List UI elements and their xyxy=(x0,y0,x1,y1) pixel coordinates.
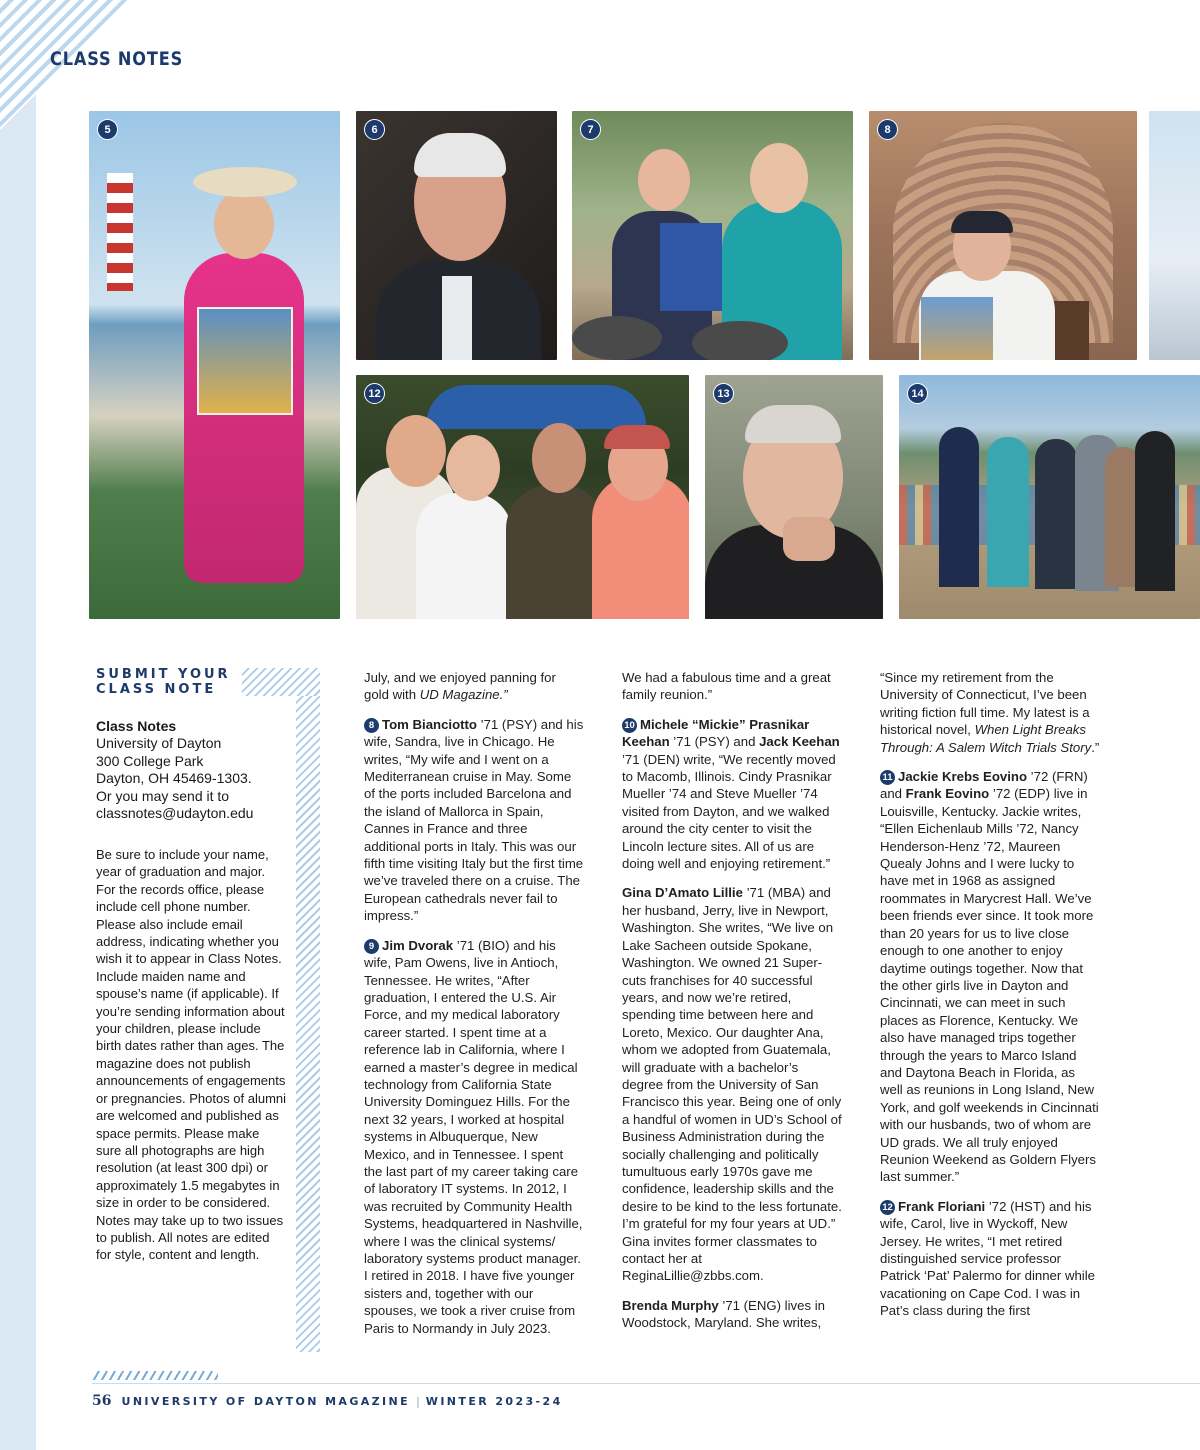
person-left-head xyxy=(638,149,690,211)
person-2-top xyxy=(416,493,512,619)
gold-pan-left xyxy=(572,316,662,360)
note-murphy: Brenda Murphy ’71 (ENG) lives in Woodstock, Maryland. She writes, xyxy=(622,1297,825,1331)
footer-separator: | xyxy=(416,1395,420,1408)
photo-badge: 14 xyxy=(907,383,928,404)
footer-hatch-decoration xyxy=(92,1371,218,1380)
issue-label: WINTER 2023-24 xyxy=(425,1395,563,1408)
magazine-name: UNIVERSITY OF DAYTON MAGAZINE xyxy=(121,1395,411,1408)
column-2 xyxy=(364,669,584,1349)
hand-on-chin xyxy=(783,517,835,561)
person-right-head xyxy=(750,143,808,213)
note-paragraph: “Since my retirement from the University of Connecticut, I’ve been writing fiction full time. My latest is a historical novel, When Light Breaks Through: A Salem Witch Trials Story.” xyxy=(880,670,1100,755)
column-3 xyxy=(622,669,842,1344)
page-footer xyxy=(92,1393,563,1411)
photo-partial-right xyxy=(1149,111,1200,360)
gray-hair xyxy=(745,405,841,443)
address-line: University of Dayton xyxy=(96,735,222,752)
photo-badge: 8 xyxy=(877,119,898,140)
address-line: 300 College Park xyxy=(96,752,204,769)
submit-heading xyxy=(96,667,231,697)
note-number-badge: 12 xyxy=(880,1200,895,1215)
submit-heading-line2: CLASS NOTE xyxy=(96,682,217,697)
person-1 xyxy=(939,427,979,587)
person-1-head xyxy=(386,415,446,487)
note-eovino: 11 Jackie Krebs Eovino ’72 (FRN) and Frank Eovino ’72 (EDP) live in Louisville, Kentucky. Jackie writes, “Ellen Eichenlaub Mills ’72, Nancy Henderson-Henz ’72, Maureen Quealy Johns and I were lucky to have met in 1968 as assigned roommates in Marycrest Hall. We’ve been friends ever since. It took more than 20 years for us to live close enough to one another to enjoy daytime outings together. Now that the other girls live in Dayton and Cincinnati, we can meet in such places as Florence, Kentucky. We also have managed trips together through the years to Marco Island and Daytona Beach in Florida, as well as reunions in Long Island, New York, and golf weekends in Cincinnati with our husbands, two of whom are UD grads. We all truly enjoyed Reunion Weekend as Goldern Flyers last summer.” xyxy=(880,769,1099,1185)
left-margin-strip xyxy=(0,0,36,1450)
photo-badge: 13 xyxy=(713,383,734,404)
address-title: Class Notes xyxy=(96,718,177,734)
photo-badge: 6 xyxy=(364,119,385,140)
section-title: CLASS NOTES xyxy=(50,48,184,70)
note-paragraph: We had a fabulous time and a great family reunion.” xyxy=(622,670,831,703)
magazine-cover xyxy=(921,297,993,360)
photo-badge: 12 xyxy=(364,383,385,404)
note-dvorak: 9 Jim Dvorak ’71 (BIO) and his wife, Pam Owens, live in Antioch, Tennessee. He writes, “After graduation, I entered the U.S. Air Force, and my medical laboratory career started. I spent time at a reference lab in California, where I earned a master’s degree in medical technology from California State University Dominguez Hills. For the next 32 years, I worked at hospital systems in Albuquerque, New Mexico, and in Tennessee. I spent the last part of my career taking care of laboratory IT systems. In 2012, I was recruited by Community Health Systems, headquartered in Nashville, where I was the clinical systems/ laboratory systems product manager. I retired in 2018. I have five younger sisters and, together with our spouses, we took a river cruise from Paris to Normandy in July 2023. xyxy=(364,937,583,1336)
person-3-head xyxy=(532,423,586,493)
footer-rule xyxy=(92,1383,1200,1384)
person-3-top xyxy=(506,485,606,619)
gray-hair xyxy=(414,133,506,177)
page-number: 56 xyxy=(92,1393,112,1409)
photo-badge: 7 xyxy=(580,119,601,140)
person-6 xyxy=(1135,431,1175,591)
photo-7 xyxy=(572,111,853,360)
magazine-cover xyxy=(660,223,722,311)
photo-5 xyxy=(89,111,340,619)
umbrella xyxy=(426,385,646,429)
red-cap xyxy=(604,425,670,449)
person-3 xyxy=(1035,439,1077,589)
note-number-badge: 9 xyxy=(364,939,379,954)
hatch-decoration-vertical xyxy=(296,696,320,1352)
note-floriani: 12 Frank Floriani ’72 (HST) and his wife, Carol, live in Wyckoff, New Jersey. He writes, “I met retired distinguished service professor Patrick ‘Pat’ Palermo for dinner while vacationing on Cape Cod. I was in Pat’s class during the first xyxy=(880,1198,1095,1319)
photo-12 xyxy=(356,375,689,619)
email-link[interactable]: classnotes@udayton.edu xyxy=(96,805,254,822)
photo-8 xyxy=(869,111,1137,360)
photo-13 xyxy=(705,375,883,619)
address-line: Or you may send it to xyxy=(96,787,230,804)
column-4 xyxy=(880,669,1100,1332)
white-shirt xyxy=(442,276,472,360)
hatch-decoration xyxy=(242,668,320,696)
photo-6 xyxy=(356,111,557,360)
note-paragraph: July, and we enjoyed panning for gold with UD Magazine.” xyxy=(364,670,556,703)
lighthouse xyxy=(107,173,133,291)
submission-guidelines: Be sure to include your name, year of graduation and major. For the records office, please include cell phone number. Please also include email address, indicating whether you wish it to appear in Class Notes. Include maiden name and spouse’s name (if applicable). If you’re sending information about your children, please include birth dates rather than ages. The magazine does not publish announcements of engagements or pregnancies. Photos of alumni are welcomed and published as space permits. Please make sure all photographs are high resolution (at least 300 dpi) or approximately 1.5 megabytes in size in order to be considered. Notes may take up to two issues to publish. All notes are edited for style, content and length. xyxy=(96,847,287,1263)
mailing-address xyxy=(96,718,286,822)
person-pink-dress xyxy=(184,253,304,583)
note-lillie: Gina D’Amato Lillie ’71 (MBA) and her husband, Jerry, live in Newport, Washington. She writes, “We live on Lake Sacheen outside Spokane, Washington. We owned 21 Super-cuts franchises for 40 successful years, and now we’re retired, spending time between here and Loreto, Mexico. Our daughter Ana, whom we adopted from Guatemala, will graduate with a bachelor’s degree from the University of San Francisco this year. Being one of only a handful of women in UD’s School of Business Administration during the socially challenging and politically tumultuous early 1970s gave me confidence, leadership skills and the desire to be kind to the less fortunate. I’m grateful for my four years at UD.” Gina invites former classmates to contact her at ReginaLillie@zbbs.com. xyxy=(622,885,842,1284)
note-number-badge: 11 xyxy=(880,770,895,785)
photo-badge: 5 xyxy=(97,119,118,140)
gold-pan-right xyxy=(692,321,788,360)
note-number-badge: 8 xyxy=(364,718,379,733)
magazine-cover xyxy=(197,307,293,415)
person-2 xyxy=(987,437,1029,587)
note-bianciotto: 8 Tom Bianciotto ’71 (PSY) and his wife, Sandra, live in Chicago. He writes, “My wife and I went on a Mediterranean cruise in May. Some of the ports included Barcelona and the island of Mallorca in Spain, Cannes in France and three additional ports in Italy. This was our fifth time visiting Italy but the first time we’ve traveled there on a cruise. The European cathedrals never fail to impress.” xyxy=(364,716,584,924)
submit-heading-line1: SUBMIT YOUR xyxy=(96,667,231,682)
cap xyxy=(951,211,1013,233)
photo-14 xyxy=(899,375,1200,619)
person-2-head xyxy=(446,435,500,501)
note-number-badge: 10 xyxy=(622,718,637,733)
address-line: Dayton, OH 45469-1303. xyxy=(96,770,252,787)
note-keehan: 10 Michele “Mickie” Prasnikar Keehan ’71 (PSY) and Jack Keehan ’71 (DEN) write, “We recently moved to Macomb, Illinois. Cindy Prasnikar Mueller ’74 and Steve Mueller ’74 visited from Dayton, and we walked around the city center to visit the Lincoln lecture sites. All of us are doing well and enjoying retirement.” xyxy=(622,716,840,872)
person-head xyxy=(214,189,274,259)
sun-hat xyxy=(193,167,297,197)
